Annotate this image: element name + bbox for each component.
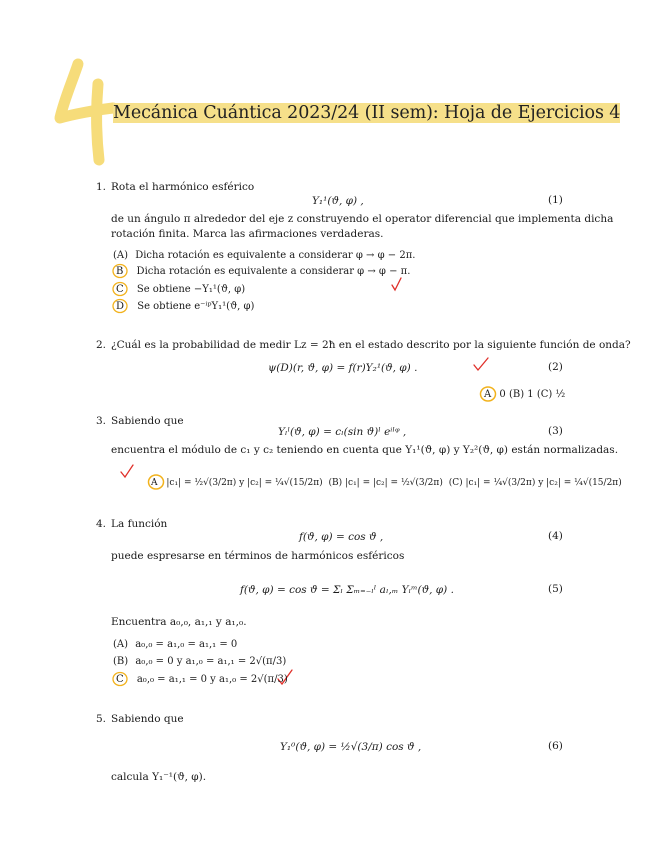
equation-4-number: (4) <box>548 530 563 542</box>
problem-5-intro: Sabiendo que <box>111 713 184 725</box>
option-1C[interactable] <box>116 283 245 297</box>
option-3A-label[interactable]: A <box>151 478 158 488</box>
problem-4-text-line2: Encuentra a₀,₀, a₁,₁ y a₁,₀. <box>111 616 247 628</box>
problem-3-text: encuentra el módulo de c₁ y c₂ teniendo en cuenta que Y₁¹(ϑ, φ) y Y₂²(ϑ, φ) están normalizadas. <box>111 444 619 456</box>
option-4A-label: (A) <box>113 639 129 650</box>
equation-2: ψ(D)(r, ϑ, φ) = f(r)Y₂¹(ϑ, φ) . <box>268 362 418 374</box>
problem-3-options[interactable] <box>151 476 622 490</box>
option-2-rest: 0 (B) 1 (C) ½ <box>499 389 566 400</box>
option-1C-text: Se obtiene −Y₁¹(ϑ, φ) <box>136 284 246 295</box>
option-4B-text: a₀,₀ = 0 y a₁,₀ = a₁,₁ = 2√(π/3) <box>135 656 287 667</box>
problem-2-intro: ¿Cuál es la probabilidad de medir Lz = 2ħ en el estado descrito por la siguiente función de onda? <box>111 339 631 351</box>
option-4A-text: a₀,₀ = a₁,₀ = a₁,₁ = 0 <box>135 639 238 650</box>
equation-6: Y₁⁰(ϑ, φ) = ½√(3/π) cos ϑ , <box>280 741 422 753</box>
problem-3-intro: Sabiendo que <box>111 415 184 427</box>
check-mark-3 <box>121 465 133 477</box>
option-1B-label: B <box>116 266 124 277</box>
equation-6-number: (6) <box>548 740 563 752</box>
option-1A-label: (A) <box>113 250 129 261</box>
equation-3-number: (3) <box>548 425 563 437</box>
option-4B[interactable] <box>113 655 286 669</box>
option-4C-text: a₀,₀ = a₁,₁ = 0 y a₁,₀ = 2√(π/3) <box>136 674 288 685</box>
problem-5-number: 5. <box>96 713 107 725</box>
problem-3-number: 3. <box>96 415 107 427</box>
problem-1-number: 1. <box>96 181 107 193</box>
option-1A-text: Dicha rotación es equivalente a considerar φ → φ − 2π. <box>135 250 416 261</box>
check-mark-2 <box>474 358 488 370</box>
option-1C-label: C <box>116 284 124 295</box>
problem-1-text-line2: rotación finita. Marca las afirmaciones verdaderas. <box>111 228 384 240</box>
problem-4-intro: La función <box>111 518 168 530</box>
equation-1: Y₁¹(ϑ, φ) , <box>312 195 364 207</box>
option-1B[interactable] <box>116 265 410 279</box>
option-4A[interactable] <box>113 638 237 652</box>
equation-3: Yₗˡ(ϑ, φ) = cₗ(sin ϑ)ˡ eⁱˡᵠ , <box>278 426 407 438</box>
check-mark-1 <box>392 278 401 290</box>
option-1A[interactable] <box>113 249 415 263</box>
option-4C[interactable] <box>116 673 288 687</box>
option-1D-label: D <box>116 301 125 312</box>
equation-4: f(ϑ, φ) = cos ϑ , <box>299 531 384 543</box>
problem-1-text-line1: de un ángulo π alrededor del eje z construyendo el operator diferencial que implementa dicha <box>111 213 614 225</box>
equation-2-number: (2) <box>548 361 563 373</box>
problem-4-number: 4. <box>96 518 107 530</box>
page-title: Mecánica Cuántica 2023/24 (II sem): Hoja de Ejercicios 4 <box>113 103 621 123</box>
problem-4-text-line1: puede espresarse en términos de harmónicos esféricos <box>111 550 405 562</box>
option-1B-text: Dicha rotación es equivalente a considerar φ → φ − π. <box>136 266 411 277</box>
big-four-stroke-2 <box>97 84 99 160</box>
equation-5-number: (5) <box>548 583 563 595</box>
problem-2-number: 2. <box>96 339 107 351</box>
problem-5-text: calcula Y₁⁻¹(ϑ, φ). <box>111 771 207 783</box>
equation-1-number: (1) <box>548 194 563 206</box>
big-four-stroke-1 <box>60 64 113 118</box>
option-3C-text: (C) |c₁| = ¼√(3/2π) y |c₂| = ¼√(15/2π) <box>448 478 622 488</box>
problem-1-intro: Rota el harmónico esférico <box>111 181 255 193</box>
option-3B-text: (B) |c₁| = |c₂| = ½√(3/2π) <box>328 478 443 488</box>
equation-5: f(ϑ, φ) = cos ϑ = Σₗ Σₘ₌₋ₗˡ aₗ,ₘ Yₗᵐ(ϑ, φ) . <box>240 584 454 596</box>
option-1D-text: Se obtiene e⁻ⁱᵖY₁¹(ϑ, φ) <box>137 301 255 312</box>
option-3A-text: |c₁| = ½√(3/2π) y |c₂| = ¼√(15/2π) <box>166 478 323 488</box>
option-4C-label: C <box>116 674 124 685</box>
option-4B-label: (B) <box>113 656 129 667</box>
option-2A-label[interactable]: A <box>484 389 492 400</box>
problem-2-options[interactable] <box>484 388 565 402</box>
option-1D[interactable] <box>116 300 254 314</box>
